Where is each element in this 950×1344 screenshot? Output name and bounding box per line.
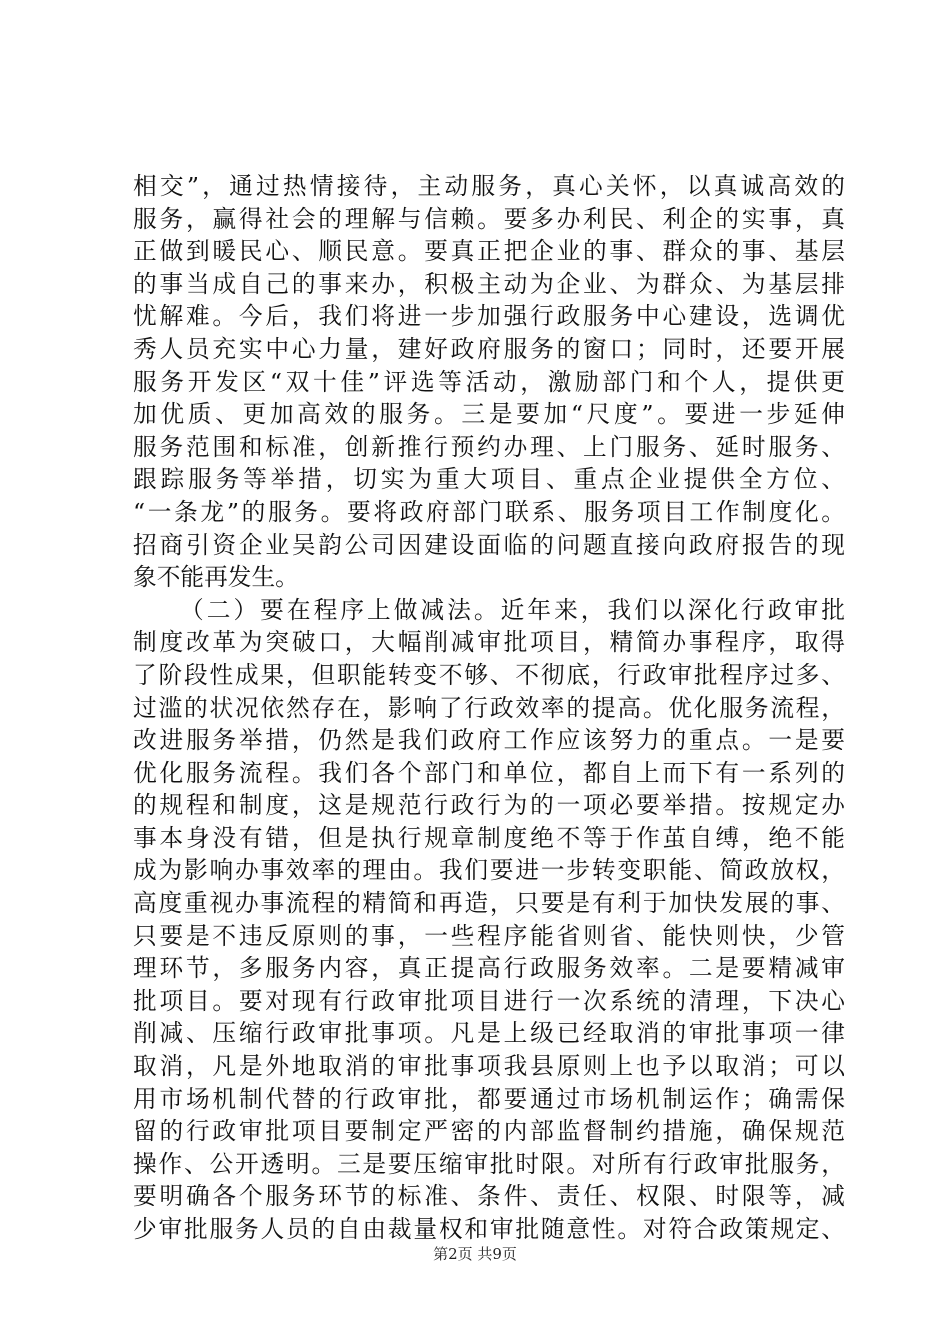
text-line: 服务开发区“双十佳”评选等活动，激励部门和个人，提供更 bbox=[133, 367, 845, 396]
text-line: 要明确各个服务环节的标准、条件、责任、权限、时限等，减 bbox=[133, 1182, 845, 1211]
text-line: 跟踪服务等举措，切实为重大项目、重点企业提供全方位、 bbox=[133, 465, 845, 494]
text-line: 削减、压缩行政审批事项。凡是上级已经取消的审批事项一律 bbox=[133, 1019, 845, 1048]
text-line: 理环节，多服务内容，真正提高行政服务效率。二是要精减审 bbox=[133, 954, 845, 983]
text-line: 改进服务举措，仍然是我们政府工作应该努力的重点。一是要 bbox=[133, 726, 845, 755]
text-line: 秀人员充实中心力量，建好政府服务的窗口；同时，还要开展 bbox=[133, 334, 845, 363]
text-line: 成为影响办事效率的理由。我们要进一步转变职能、简政放权， bbox=[133, 856, 845, 885]
text-line: 只要是不违反原则的事，一些程序能省则省、能快则快，少管 bbox=[133, 921, 845, 950]
text-line: 服务范围和标准，创新推行预约办理、上门服务、延时服务、 bbox=[133, 432, 845, 461]
text-line: 忧解难。今后，我们将进一步加强行政服务中心建设，选调优 bbox=[133, 302, 845, 331]
text-line: 正做到暖民心、顺民意。要真正把企业的事、群众的事、基层 bbox=[133, 237, 845, 266]
text-line: 招商引资企业吴韵公司因建设面临的问题直接向政府报告的现 bbox=[133, 530, 845, 559]
text-line: 留的行政审批项目要制定严密的内部监督制约措施，确保规范 bbox=[133, 1117, 845, 1146]
text-line: 的规程和制度，这是规范行政行为的一项必要举措。按规定办 bbox=[133, 791, 845, 820]
text-line: 取消，凡是外地取消的审批事项我县原则上也予以取消；可以 bbox=[133, 1052, 845, 1081]
text-line: 批项目。要对现有行政审批项目进行一次系统的清理，下决心 bbox=[133, 986, 845, 1015]
text-line: 事本身没有错，但是执行规章制度绝不等于作茧自缚，绝不能 bbox=[133, 823, 845, 852]
text-line: 象不能再发生。 bbox=[133, 563, 299, 592]
text-line: 加优质、更加高效的服务。三是要加“尺度”。要进一步延伸 bbox=[133, 400, 845, 429]
text-line: 了阶段性成果，但职能转变不够、不彻底，行政审批程序过多、 bbox=[133, 660, 845, 689]
text-line: 服务，赢得社会的理解与信赖。要多办利民、利企的实事，真 bbox=[133, 204, 845, 233]
text-line: 制度改革为突破口，大幅削减审批项目，精简办事程序，取得 bbox=[133, 628, 845, 657]
text-line: “一条龙”的服务。要将政府部门联系、服务项目工作制度化。 bbox=[133, 497, 845, 526]
body-text bbox=[133, 170, 845, 1246]
text-line: 高度重视办事流程的精简和再造，只要是有利于加快发展的事、 bbox=[133, 889, 845, 918]
text-line: 操作、公开透明。三是要压缩审批时限。对所有行政审批服务， bbox=[133, 1149, 845, 1178]
text-line: 用市场机制代替的行政审批，都要通过市场机制运作；确需保 bbox=[133, 1084, 845, 1113]
page-number-footer: 第2页 共9页 bbox=[433, 1245, 517, 1263]
text-line: 少审批服务人员的自由裁量权和审批随意性。对符合政策规定、 bbox=[133, 1215, 845, 1243]
text-line: 的事当成自己的事来办，积极主动为企业、为群众、为基层排 bbox=[133, 269, 845, 298]
text-line: 相交”，通过热情接待，主动服务，真心关怀，以真诚高效的 bbox=[133, 172, 845, 200]
paragraph-start-line: （二）要在程序上做减法。近年来，我们以深化行政审批 bbox=[180, 595, 845, 624]
text-line: 优化服务流程。我们各个部门和单位，都自上而下有一系列的 bbox=[133, 758, 845, 787]
text-line: 过滥的状况依然存在，影响了行政效率的提高。优化服务流程， bbox=[133, 693, 845, 722]
